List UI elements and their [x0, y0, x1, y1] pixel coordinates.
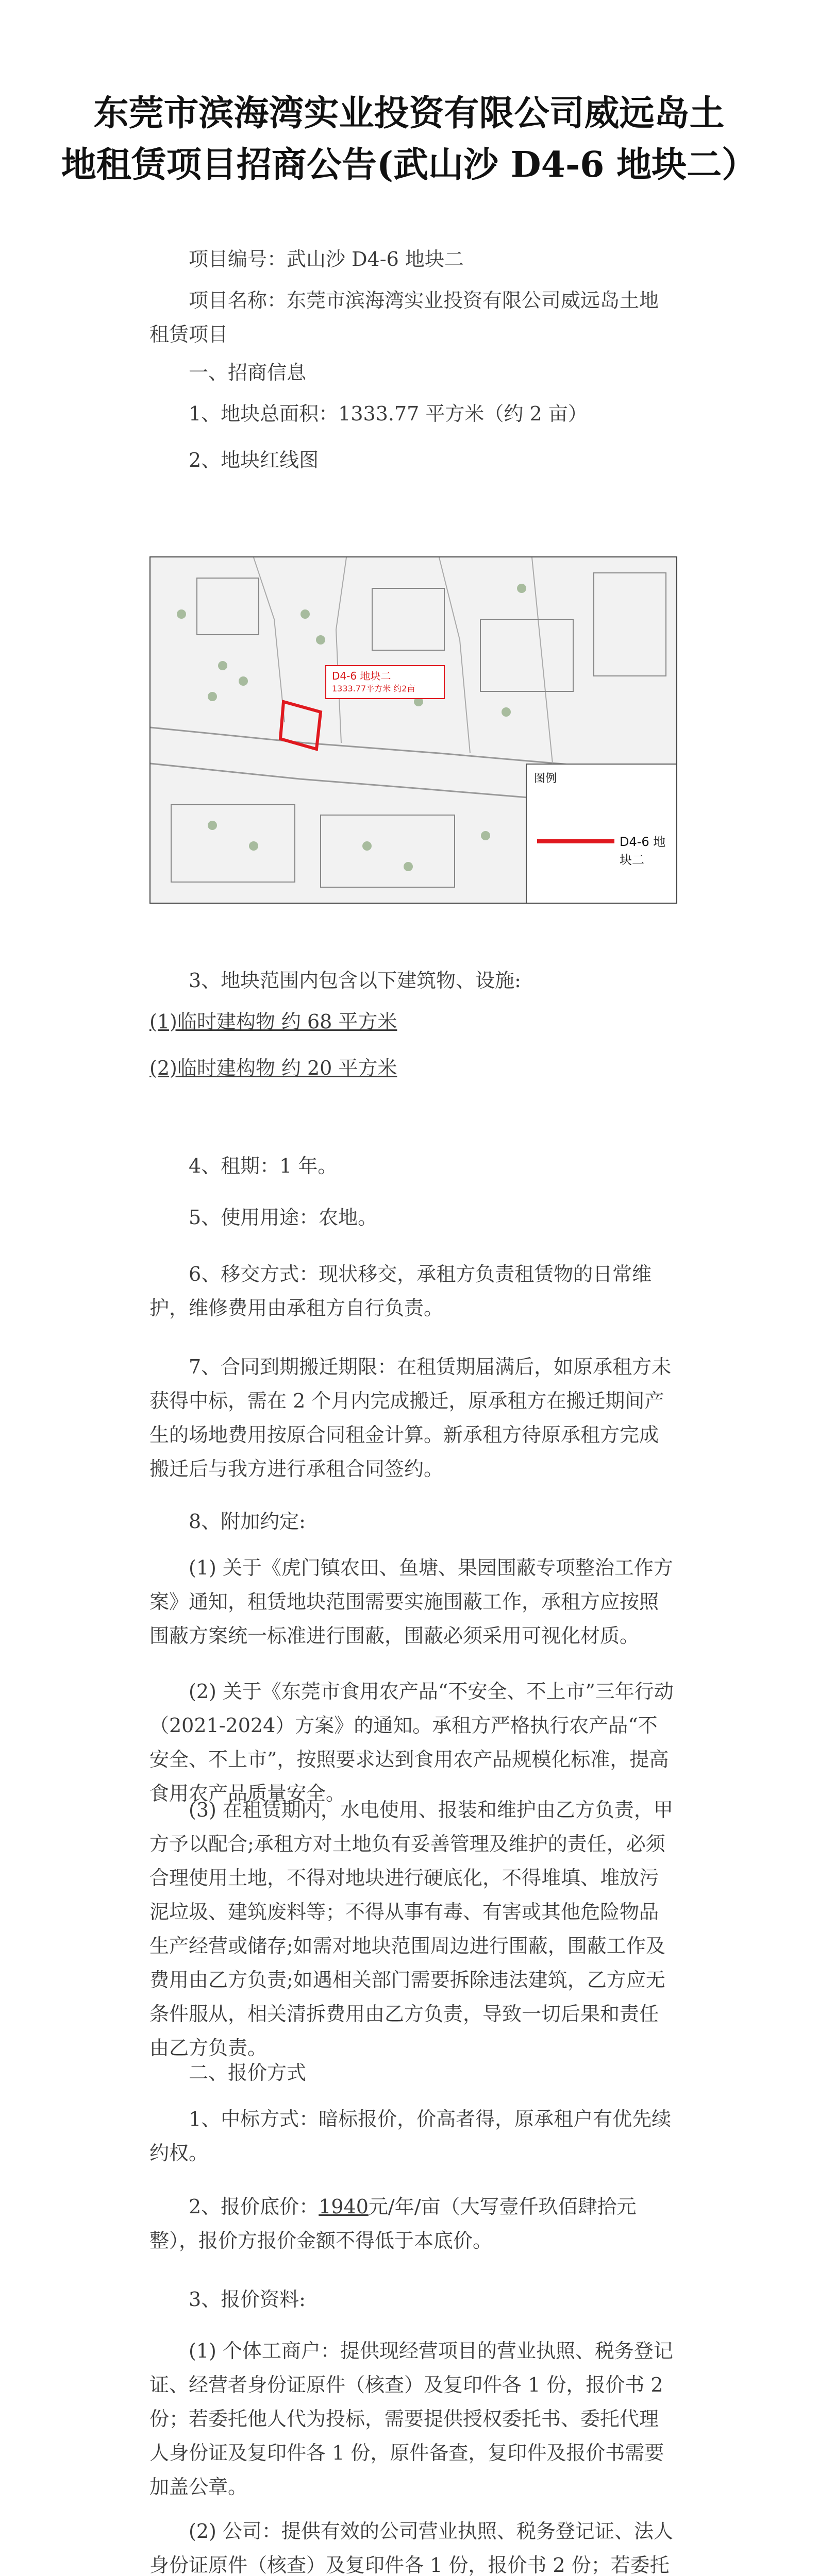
- relocation-terms: 7、合同到期搬迁期限：在租赁期届满后，如原承租方未获得中标，需在 2 个月内完成搬迁，原承租方在搬迁期间产生的场地费用按原合同租金计算。新承租方待原承租方完成搬迁后与我方进行承租合同签约。: [149, 1355, 672, 1480]
- title-line-2: 地租赁项目招商公告(武山沙 D4-6 地块二）: [61, 144, 757, 185]
- section-heading-2: 二、报价方式: [189, 2061, 307, 2084]
- facility-item-1: (1)临时建构物 约 68 平方米: [149, 1010, 397, 1033]
- additional-terms-heading: 8、附加约定:: [189, 1510, 306, 1533]
- reserve-price-value: 1940: [319, 2195, 369, 2218]
- legend-redline-swatch: [537, 839, 614, 843]
- project-number: 项目编号：武山沙 D4-6 地块二: [189, 248, 464, 270]
- map-legend: [526, 764, 676, 904]
- redline-map: [149, 556, 677, 904]
- handover-method: 6、移交方式：现状移交，承租方负责租赁物的日常维护，维修费用由承租方自行负责。: [149, 1263, 652, 1319]
- land-use: 5、使用用途：农地。: [189, 1206, 378, 1229]
- map-parcel-label: D4-6 地块二: [332, 670, 391, 682]
- additional-term-3: (3) 在租赁期内，水电使用、报装和维护由乙方负责，甲方予以配合;承租方对土地负有妥善管理及维护的责任，必须合理使用土地，不得对地块进行硬底化，不得堆填、堆放污泥垃圾、建筑废料等；不得从事有毒、有害或其他危险物品生产经营或储存;如需对地块范围周边进行围蔽，围蔽工作及费用由乙方负责;如遇相关部门需要拆除违法建筑，乙方应无条件服从，相关清拆费用由乙方负责，导致一切后果和责任由乙方负责。: [149, 1799, 673, 2059]
- reserve-price-suffix: 元/年/亩（大写壹仟玖佰肆拾元整），报价方报价金额不得低于本底价。: [149, 2195, 637, 2252]
- project-name: 项目名称：东莞市滨海湾实业投资有限公司威远岛土地租赁项目: [149, 289, 659, 346]
- bid-method: 1、中标方式：暗标报价，价高者得，原承租户有优先续约权。: [149, 2108, 672, 2164]
- additional-term-1: (1) 关于《虎门镇农田、鱼塘、果园围蔽专项整治工作方案》通知，租赁地块范围需要实施围蔽工作，承租方应按照围蔽方案统一标准进行围蔽，围蔽必须采用可视化材质。: [149, 1556, 673, 1647]
- facility-item-2: (2)临时建构物 约 20 平方米: [149, 1057, 397, 1079]
- legend-title: 图例: [534, 772, 557, 785]
- legend-item-label: D4-6 地块二: [620, 835, 666, 867]
- lease-term: 4、租期：1 年。: [189, 1155, 338, 1177]
- page-title: [0, 88, 818, 191]
- bid-documents-heading: 3、报价资料:: [189, 2288, 306, 2311]
- reserve-price: [149, 2190, 675, 2258]
- facilities-heading: 3、地块范围内包含以下建筑物、设施:: [189, 969, 521, 992]
- reserve-price-prefix: 2、报价底价：: [189, 2195, 319, 2218]
- bid-docs-individual: (1) 个体工商户：提供现经营项目的营业执照、税务登记证、经营者身份证原件（核查）及复印件各 1 份，报价书 2 份；若委托他人代为投标，需要提供授权委托书、委托代理人身份证及复印件各 1 份，原件备查，复印件及报价书需要加盖公章。: [149, 2340, 673, 2498]
- redline-map-heading: 2、地块红线图: [189, 449, 319, 471]
- map-area-label: 1333.77平方米 约2亩: [332, 684, 415, 693]
- title-line-1: 东莞市滨海湾实业投资有限公司威远岛土: [93, 93, 725, 134]
- land-area: 1、地块总面积：1333.77 平方米（约 2 亩）: [189, 402, 588, 425]
- section-heading-1: 一、招商信息: [189, 361, 307, 384]
- additional-term-2: (2) 关于《东莞市食用农产品“不安全、不上市”三年行动（2021-2024）方案》的通知。承租方严格执行农产品“不安全、不上市”，按照要求达到食用农产品规模化标准，提高食用农产品质量安全。: [149, 1680, 674, 1805]
- bid-docs-company: (2) 公司：提供有效的公司营业执照、税务登记证、法人身份证原件（核查）及复印件各 1 份，报价书 2 份；若委托: [149, 2520, 673, 2576]
